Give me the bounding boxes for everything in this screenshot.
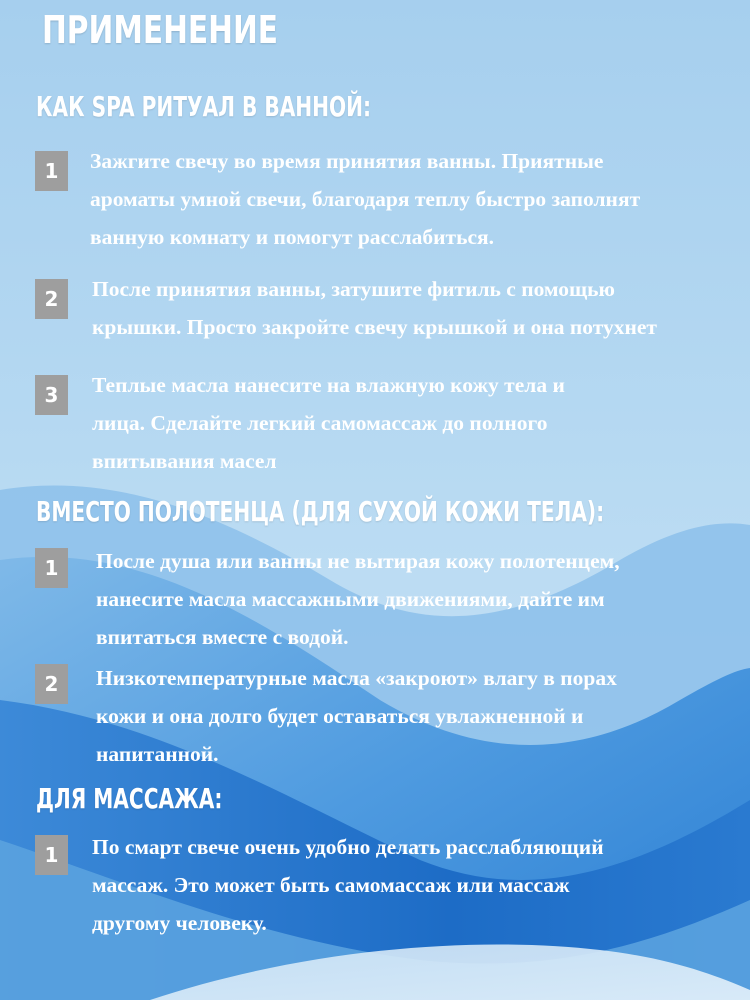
step-text: Низкотемпературные масла «закроют» влагу в порах кожи и она долго будет оставаться увлажненной и напитанной. xyxy=(96,666,617,766)
page-title: ПРИМЕНЕНИЕ xyxy=(42,8,278,52)
step-text: Зажгите свечу во время принятия ванны. Приятные ароматы умной свечи, благодаря теплу быстро заполнят ванную комнату и помогут расслабиться. xyxy=(90,149,641,249)
section-heading-massage: ДЛЯ МАССАЖА: xyxy=(36,782,223,815)
step-number-badge: 2 xyxy=(35,279,68,319)
step-number-badge: 1 xyxy=(35,835,68,875)
section-heading-towel: ВМЕСТО ПОЛОТЕНЦА (ДЛЯ СУХОЙ КОЖИ ТЕЛА): xyxy=(36,495,605,528)
step-number-badge: 1 xyxy=(35,548,68,588)
step-number-badge: 1 xyxy=(35,151,68,191)
step-text: После принятия ванны, затушите фитиль с помощью крышки. Просто закройте свечу крышкой и она потухнет xyxy=(92,277,657,339)
section-heading-spa: КАК SPA РИТУАЛ В ВАННОЙ: xyxy=(36,90,372,123)
step-number-badge: 3 xyxy=(35,375,68,415)
step-text: Теплые масла нанесите на влажную кожу тела и лица. Сделайте легкий самомассаж до полного впитывания масел xyxy=(92,373,565,473)
step-text: После душа или ванны не вытирая кожу полотенцем, нанесите масла массажными движениями, дайте им впитаться вместе с водой. xyxy=(96,549,620,649)
step-text: По смарт свече очень удобно делать расслабляющий массаж. Это может быть самомассаж или массаж другому человеку. xyxy=(92,835,604,935)
step-number-badge: 2 xyxy=(35,664,68,704)
